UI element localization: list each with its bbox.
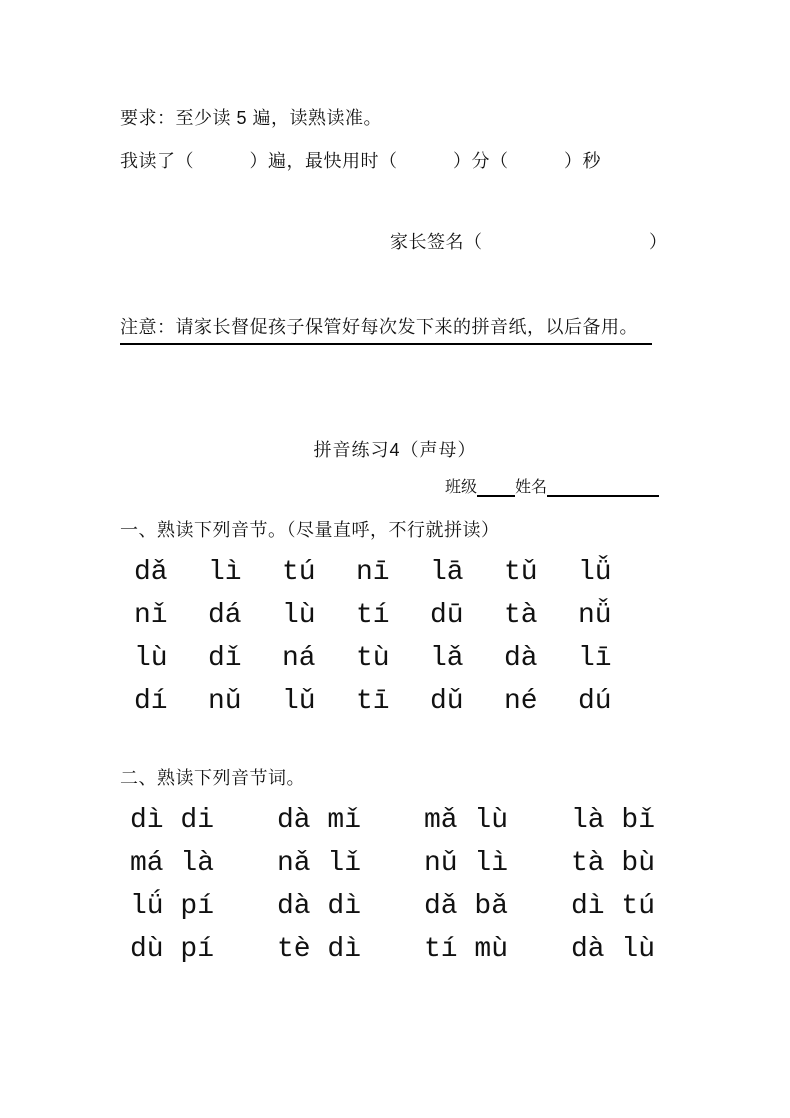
class-blank-field[interactable] — [477, 479, 515, 497]
pinyin-item: dù pí — [130, 934, 215, 965]
pinyin-item: má là — [130, 848, 215, 879]
section2-heading: 二、熟读下列音节词。 — [120, 768, 305, 788]
pinyin-item: dà dì — [277, 891, 362, 922]
pinyin-item: tà — [504, 600, 538, 631]
pinyin-item: lǚ — [578, 557, 612, 588]
pinyin-item: là bǐ — [571, 805, 656, 836]
pinyin-item: dí — [134, 686, 168, 717]
section1-heading: 一、熟读下列音节。（尽量直呼，不行就拼读） — [120, 520, 500, 540]
class-label: 班级 — [445, 479, 478, 496]
pinyin-item: tí — [356, 600, 390, 631]
pinyin-item: lì — [208, 557, 242, 588]
notice-text: 注意：请家长督促孩子保管好每次发下来的拼音纸，以后备用。 — [120, 313, 652, 345]
pinyin-item: dà — [504, 643, 538, 674]
pinyin-item: dá — [208, 600, 242, 631]
pinyin-item: lī — [578, 643, 612, 674]
section1-syllable-grid — [134, 551, 652, 723]
pinyin-item: dǎ — [134, 557, 168, 588]
name-blank-field[interactable] — [547, 479, 659, 497]
pinyin-item: nī — [356, 557, 390, 588]
pinyin-item: tè dì — [277, 934, 362, 965]
section2-word-grid — [130, 799, 718, 971]
pinyin-item: lā — [430, 557, 464, 588]
class-name-row — [445, 474, 659, 497]
pinyin-item: tú — [282, 557, 316, 588]
pinyin-item: dǐ — [208, 643, 242, 674]
name-label: 姓名 — [515, 479, 548, 496]
pinyin-item: dì di — [130, 805, 215, 836]
pinyin-item: mǎ lù — [424, 805, 509, 836]
read-count-line: 我读了（ ）遍，最快用时（ ）分（ ）秒 — [120, 151, 601, 171]
pinyin-item: lù — [134, 643, 168, 674]
pinyin-item: ná — [282, 643, 316, 674]
pinyin-item: tǔ — [504, 557, 538, 588]
pinyin-item: nǔ lì — [424, 848, 509, 879]
pinyin-item: nǔ — [208, 686, 242, 717]
pinyin-item: né — [504, 686, 538, 717]
worksheet-title: 拼音练习4（声母） — [313, 440, 477, 460]
pinyin-item: tù — [356, 643, 390, 674]
pinyin-item: dú — [578, 686, 612, 717]
pinyin-item: dū — [430, 600, 464, 631]
pinyin-item: lǔ — [282, 686, 316, 717]
pinyin-item: dà mǐ — [277, 805, 362, 836]
pinyin-item: dì tú — [571, 891, 656, 922]
pinyin-item: lǎ — [430, 643, 464, 674]
pinyin-item: lù — [282, 600, 316, 631]
pinyin-item: nǚ — [578, 600, 612, 631]
pinyin-item: nǎ lǐ — [277, 848, 362, 879]
pinyin-item: dǔ — [430, 686, 464, 717]
pinyin-item: lǘ pí — [130, 891, 215, 922]
pinyin-item: dà lù — [571, 934, 656, 965]
pinyin-item: nǐ — [134, 600, 168, 631]
parent-signature-line: 家长签名（ ） — [390, 232, 668, 252]
pinyin-item: dǎ bǎ — [424, 891, 509, 922]
notice-line-wrap — [120, 313, 652, 345]
pinyin-item: tí mù — [424, 934, 509, 965]
pinyin-item: tī — [356, 686, 390, 717]
pinyin-item: tà bù — [571, 848, 656, 879]
requirement-line: 要求：至少读 5 遍，读熟读准。 — [120, 108, 383, 128]
